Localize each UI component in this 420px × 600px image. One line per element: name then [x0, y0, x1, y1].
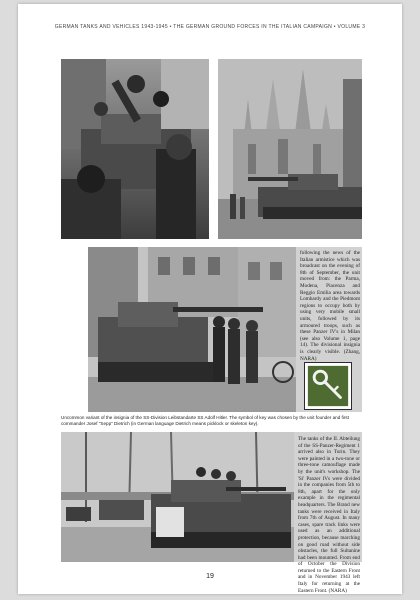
magazine-page: [18, 4, 402, 594]
photo-tank-crew-image: [61, 59, 209, 239]
emblem-caption: Uncommon variant of the insignia of the SS-Division Leibstandarte SS Adolf Hitler. The symbol of key was chosen by the unit founder and first commander Josef "Sepp" Dietrich (in German language Dietrich means picklock or skeleton key).: [61, 415, 349, 426]
body-text-bottom: The tanks of the II. Abteilung of the SS-Panzer-Regiment 1 arrived also in Turin. They were painted in a two-tone or three-tone camouflage made by the unit's workshop. The 'Si' Panzer IVs were divided in the companies from 5th to 8th, apart for the only example in the regimental headquarters. The Brand new tanks were received in Italy from 7th of August. In many cases, spare track links were used as an additional protection, because marching on good road without side obstacles, the full Sultanine had been mounted. From end of October the Division returned to the Eastern Front and in November 1943 left Italy for returning at the Eastern Front. (NARA): [298, 436, 360, 594]
photo-milan-cathedral-image: [218, 59, 362, 239]
photo-tank-street: [88, 247, 296, 412]
running-header: GERMAN TANKS AND VEHICLES 1943-1945 • THE GERMAN GROUND FORCES IN THE ITALIAN CAMPAIGN • VOLUME 3: [54, 24, 366, 30]
division-insignia: [304, 362, 352, 410]
photo-tank-column: [61, 432, 294, 562]
photo-tank-column-image: [61, 432, 294, 562]
photo-tank-crew: [61, 59, 209, 239]
page-number: 19: [206, 573, 214, 580]
body-text-top: following the news of the Italian armistice which was broadcast on the evening of 8th of September, the unit moved from: the Parma, Modena, Piacenza and Reggio Emilia area towards Lombardy and the Piedmont regions to occupy both by using very mobile small units, followed by its armoured troops, such as these Panzer IV's in Milan (see also Volume 1, page 14). The divisional insignia is clearly visible. (Zhang, NARA): [300, 250, 360, 362]
photo-milan-cathedral: [218, 59, 362, 239]
photo-tank-street-image: [88, 247, 296, 412]
skeleton-key-icon: [305, 363, 351, 409]
